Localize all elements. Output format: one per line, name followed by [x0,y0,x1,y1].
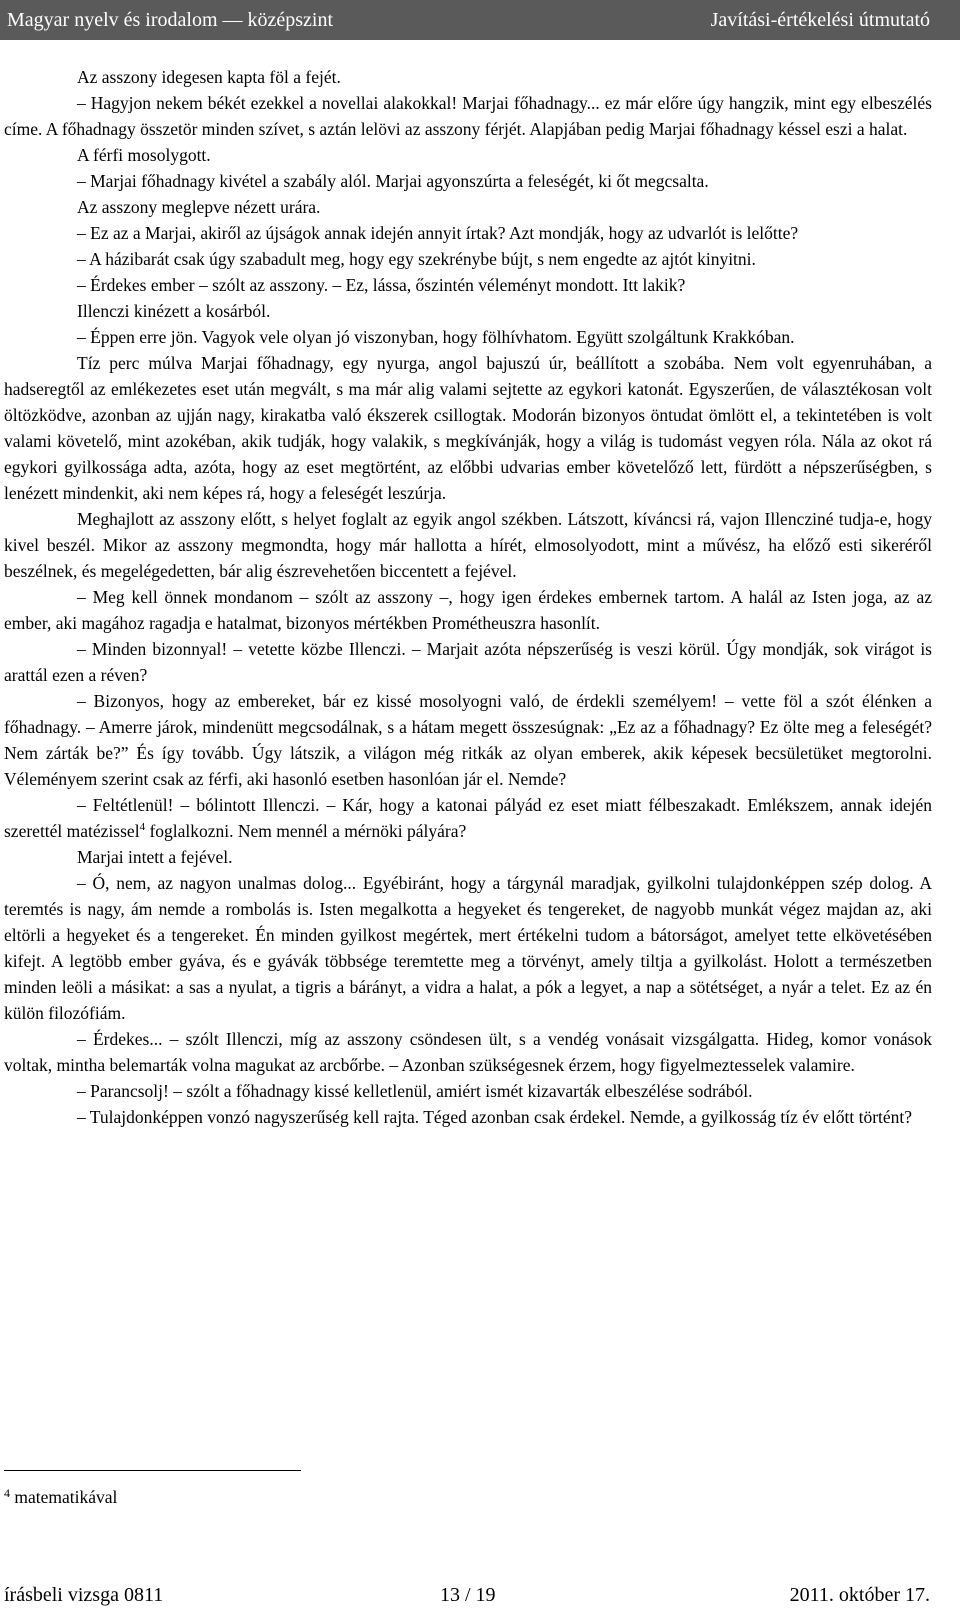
paragraph: Marjai intett a fejével. [77,847,233,867]
paragraph: A férfi mosolygott. [77,145,211,165]
paragraph: – Meg kell önnek mondanom – szólt az asszony –, hogy igen érdekes embernek tartom. A halál az Isten joga, az az ember, aki magához ragadja e hatalmat, bizonyos mértékben Prométheuszra hasonlít. [4,587,932,633]
paragraph: Meghajlott az asszony előtt, s helyet foglalt az egyik angol székben. Látszott, kíváncsi rá, vajon Illencziné tudja-e, hogy kivel beszél. Mikor az asszony megmondta, hogy már hallotta a hírét, elmosolyodott, mint a művész, ha előző esti sikeréről beszélnek, és megelégedetten, bár alig észrevehetően biccentett a fejével. [4,509,932,581]
paragraph: – Marjai főhadnagy kivétel a szabály alól. Marjai agyonszúrta a feleségét, ki őt megcsalta. [77,171,709,191]
paragraph: – Parancsolj! – szólt a főhadnagy kissé kelletlenül, amiért ismét kizavarták elbeszélése sodrából. [77,1081,753,1101]
paragraph: Illenczi kinézett a kosárból. [77,301,271,321]
page-header [0,0,960,40]
footer-exam-code: írásbeli vizsga 0811 [4,1584,164,1606]
header-doc-type: Javítási-értékelési útmutató [710,9,930,31]
paragraph: – A házibarát csak úgy szabadult meg, hogy egy szekrénybe bújt, s nem engedte az ajtót kinyitni. [77,249,756,269]
paragraph-with-footnote [4,792,932,844]
footnote-mark: 4 [4,1486,10,1500]
paragraph: – Bizonyos, hogy az embereket, bár ez kissé mosolyogni való, de érdekli személyem! – vette föl a szót élénken a főhadnagy. – Amerre járok, mindenütt megcsodálnak, s a hátam megett összesúgnak: „Ez az a főhadnagy? Ez ölte meg a feleségét? Nem zárták be?” És így tovább. Úgy látszik, a világon még ritkák az olyan emberek, akik képesek becsületüket megtorolni. Véleményem szerint csak az férfi, aki hasonló esetben hasonlóan jár el. Nemde? [4,691,932,789]
paragraph: – Érdekes ember – szólt az asszony. – Ez, lássa, őszintén véleményt mondott. Itt lakik? [77,275,686,295]
paragraph: – Minden bizonnyal! – vetette közbe Illenczi. – Marjait azóta népszerűség is veszi körül. Úgy mondják, sok virágot is arattál ezen a réven? [4,639,932,685]
footnote [4,1486,117,1508]
paragraph: – Ez az a Marjai, akiről az újságok annak idején annyit írtak? Azt mondják, hogy az udvarlót is lelőtte? [77,223,799,243]
paragraph: – Tulajdonképpen vonzó nagyszerűség kell rajta. Téged azonban csak érdekel. Nemde, a gyilkosság tíz év előtt történt? [77,1107,913,1127]
paragraph-text: – Feltétlenül! – bólintott Illenczi. – Kár, hogy a katonai pályád ez eset miatt félbeszakadt. Emlékszem, annak idején szerettél matézissel [4,795,932,841]
page-footer [0,1578,960,1613]
paragraph: – Éppen erre jön. Vagyok vele olyan jó viszonyban, hogy fölhívhatom. Együtt szolgáltunk Krakkóban. [77,327,795,347]
footnote-reference: 4 [139,821,146,833]
footer-date: 2011. október 17. [789,1584,930,1606]
paragraph: – Hagyjon nekem békét ezekkel a novellai alakokkal! Marjai főhadnagy... ez már előre úgy hangzik, mint egy elbeszélés címe. A főhadnagy összetör minden szívet, s aztán lelövi az asszony férjét. Alapjában pedig Marjai főhadnagy késsel eszi a halat. [4,93,932,139]
paragraph: Az asszony idegesen kapta föl a fejét. [77,67,341,87]
paragraph: – Érdekes... – szólt Illenczi, míg az asszony csöndesen ült, s a vendég vonásait vizsgálgatta. Hideg, komor vonások voltak, mintha belemarták volna magukat az arcbőrbe. – Azonban szükségesnek érzem, hogy figyelmeztesselek valamire. [4,1029,932,1075]
paragraph: Az asszony meglepve nézett urára. [77,197,321,217]
footnote-text: matematikával [10,1487,118,1507]
body-text [4,64,932,1130]
paragraph-text-continued: foglalkozni. Nem mennél a mérnöki pályára? [145,821,467,841]
footnote-separator [4,1470,301,1471]
header-subject: Magyar nyelv és irodalom — középszint [7,9,334,31]
page-number: 13 / 19 [440,1584,496,1606]
paragraph: Tíz perc múlva Marjai főhadnagy, egy nyurga, angol bajuszú úr, beállított a szobába. Nem volt egyenruhában, a hadseregtől az emlékezetes eset után megvált, s ma már alig valami sejtette az egykori katonát. Egyszerűen, de választékosan volt öltözködve, azonban az ujján nagy, kirakatba való ékszerek csillogtak. Modorán bizonyos öntudat ömlött el, a tekintetében is volt valami követelő, mint azokéban, akik tudják, hogy valakik, s megkívánják, hogy a világ is tudomást vegyen róla. Nála az okot rá egykori gyilkossága adta, azóta, hogy az eset megtörtént, az előbbi udvarias ember követelőző lett, fürdött a népszerűségben, s lenézett mindenkit, aki nem képes rá, hogy a feleségét leszúrja. [4,353,932,503]
paragraph: – Ó, nem, az nagyon unalmas dolog... Egyébiránt, hogy a tárgynál maradjak, gyilkolni tulajdonképpen szép dolog. A teremtés is nagy, ám nemde a rombolás is. Isten megalkotta a hegyeket és tengereket, de nagyobb munkát végez majdan az, aki eltörli a hegyeket és a tengereket. Én minden gyilkost megértek, mert értékelni tudom a bátorságot, amelyet tette elkövetésében kifejt. A legtöbb ember gyáva, és e gyávák többsége teremtette meg a törvényt, amely tiltja a gyilkolást. Holott a természetben minden leöli a másikat: a sas a nyulat, a tigris a bárányt, a vidra a halat, a pók a legyet, a nap a sötétséget, a nyár a telet. Ez az én külön filozófiám. [4,873,932,1023]
